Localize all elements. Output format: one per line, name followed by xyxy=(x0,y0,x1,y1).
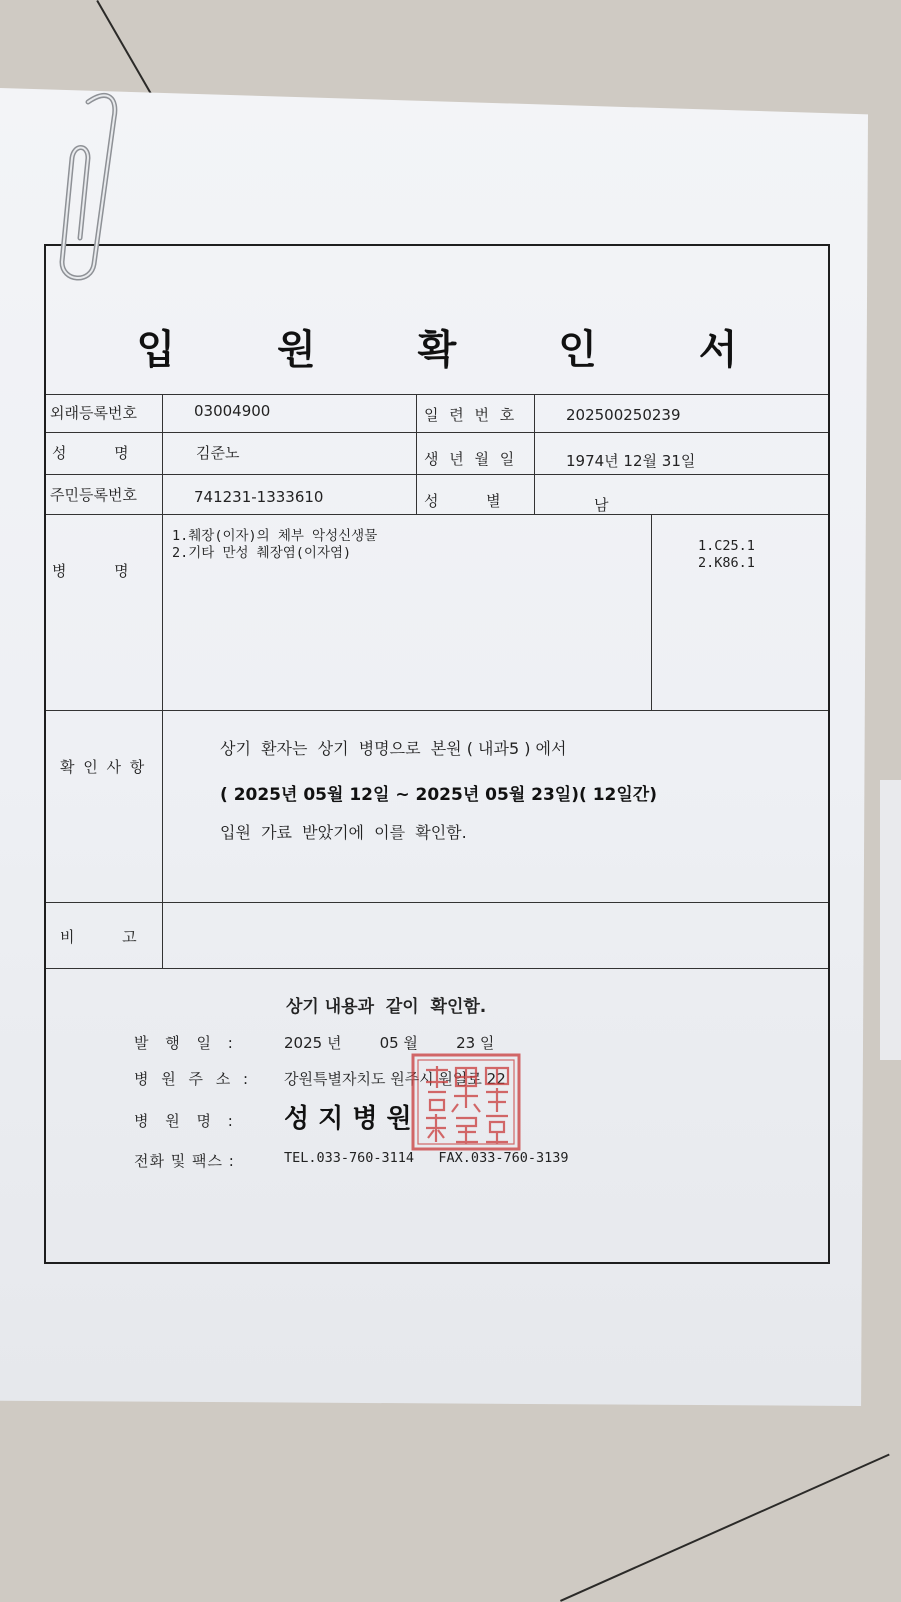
hospital-seal-stamp xyxy=(410,1052,522,1152)
serial-label: 일 련 번 호 xyxy=(424,406,518,424)
issue-date-value: 2025 년 05 월 23 일 xyxy=(284,1034,495,1052)
disease-label: 병 명 xyxy=(52,562,129,580)
contact-label: 전화 및 팩스 : xyxy=(134,1152,235,1170)
confirmation-line-3: 입원 가료 받았기에 이를 확인함. xyxy=(220,823,467,842)
birth-label: 생 년 월 일 xyxy=(424,450,518,468)
hospital-name-value: 성 지 병 원 xyxy=(284,1104,412,1134)
floor-joint-line xyxy=(96,0,155,101)
document-title: 입 원 확 인 서 xyxy=(136,326,782,373)
birth-value: 1974년 12월 31일 xyxy=(566,452,696,470)
address-value: 강원특별자치도 원주시 원일로 22 xyxy=(284,1070,506,1088)
issue-date-label: 발 행 일 : xyxy=(134,1034,239,1052)
remarks-label: 비 고 xyxy=(60,928,137,946)
contact-value: TEL.033-760-3114 FAX.033-760-3139 xyxy=(284,1150,569,1166)
registration-label: 외래등록번호 xyxy=(50,404,137,422)
confirmation-line-1: 상기 환자는 상기 병명으로 본원 ( 내과5 ) 에서 xyxy=(220,739,567,758)
hospital-name-label: 병 원 명 : xyxy=(134,1112,239,1130)
serial-value: 202500250239 xyxy=(566,406,681,424)
disease-code: 1.C25.1 xyxy=(698,538,755,554)
paper-clip xyxy=(48,88,120,288)
confirmation-period: ( 2025년 05월 12일 ~ 2025년 05월 23일)( 12일간) xyxy=(220,785,657,805)
confirmation-label: 확 인 사 항 xyxy=(60,758,147,776)
name-label: 성 명 xyxy=(52,444,129,462)
floor-joint-line xyxy=(560,1454,890,1602)
disease-codes xyxy=(698,538,755,572)
address-label: 병 원 주 소 : xyxy=(134,1070,253,1088)
registration-value: 03004900 xyxy=(194,402,271,420)
gender-value: 남 xyxy=(594,496,609,514)
resident-id-label: 주민등록번호 xyxy=(50,486,137,504)
background-paper-edge xyxy=(880,780,901,1060)
resident-id-value: 741231-1333610 xyxy=(194,488,324,506)
disease-line: 1.췌장(이자)의 체부 악성신생물 xyxy=(172,528,378,544)
disease-code: 2.K86.1 xyxy=(698,555,755,571)
disease-line: 2.기타 만성 췌장염(이자염) xyxy=(172,545,352,561)
gender-label: 성 별 xyxy=(424,492,501,510)
footer-statement: 상기 내용과 같이 확인함. xyxy=(286,997,487,1017)
name-value: 김준노 xyxy=(196,444,240,462)
disease-list xyxy=(172,528,377,562)
